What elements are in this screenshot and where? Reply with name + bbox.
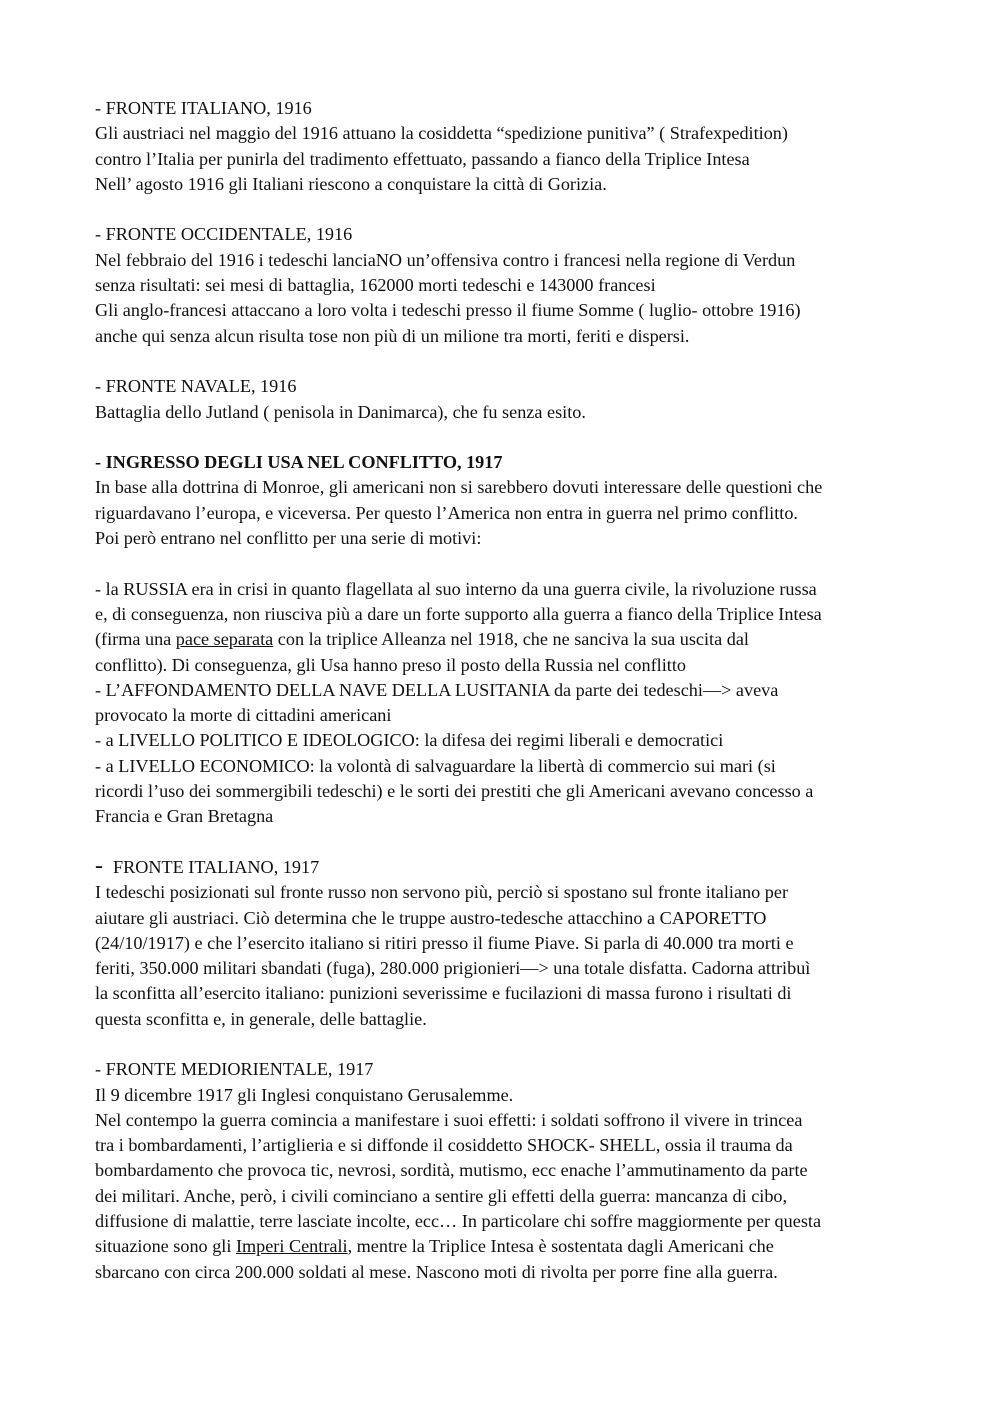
text-line: riguardavano l’europa, e viceversa. Per questo l’America non entra in guerra nel primo conflitto.: [95, 502, 798, 523]
text-line: Poi però entrano nel conflitto per una serie di motivi:: [95, 528, 482, 549]
text-fragment: , mentre la Triplice Intesa è sostentata dagli Americani che: [347, 1236, 774, 1257]
text-line: Nel contempo la guerra comincia a manifestare i suoi effetti: i soldati soffrono il vivere in trincea: [95, 1109, 803, 1130]
text-line: sbarcano con circa 200.000 soldati al mese. Nascono moti di rivolta per porre fine alla guerra.: [95, 1261, 778, 1282]
text-line: Gli austriaci nel maggio del 1916 attuano la cosiddetta “spedizione punitiva” ( Strafexpedition): [95, 123, 788, 144]
text-line: (24/10/1917) e che l’esercito italiano si ritiri presso il fiume Piave. Si parla di 40.000 tra morti e: [95, 932, 794, 953]
section-heading: - FRONTE ITALIANO, 1916: [95, 98, 312, 118]
section-heading-bold: - INGRESSO DEGLI USA NEL CONFLITTO, 1917: [95, 452, 503, 473]
text-line: - la RUSSIA era in crisi in quanto flagellata al suo interno da una guerra civile, la rivoluzione russa: [95, 578, 817, 599]
text-line-with-link: [95, 1234, 960, 1259]
text-line: Battaglia dello Jutland ( penisola in Danimarca), che fu senza esito.: [95, 401, 586, 422]
text-fragment: con la triplice Alleanza nel 1918, che ne sanciva la sua uscita dal: [273, 629, 749, 650]
section-heading: - FRONTE MEDIORIENTALE, 1917: [95, 1059, 374, 1080]
text-line: - a LIVELLO POLITICO E IDEOLOGICO: la difesa dei regimi liberali e democratici: [95, 730, 724, 751]
text-line: anche qui senza alcun risulta tose non più di un milione tra morti, feriti e dispersi.: [95, 325, 690, 346]
section-fronte-mediorientale-1917: [95, 1057, 960, 1285]
section-fronte-occidentale-1916: [95, 222, 960, 348]
text-line: tra i bombardamenti, l’artiglieria e si diffonde il cosiddetto SHOCK- SHELL, ossia il trauma da: [95, 1135, 793, 1156]
text-line-with-link: [95, 627, 960, 652]
text-line: Gli anglo-francesi attaccano a loro volta i tedeschi presso il fiume Somme ( luglio- ottobre 1916): [95, 300, 801, 321]
bullet-dash: -: [95, 852, 103, 879]
text-line: Nell’ agosto 1916 gli Italiani riescono a conquistare la città di Gorizia.: [95, 173, 607, 194]
text-line: diffusione di malattie, terre lasciate incolte, ecc… In particolare chi soffre maggiormente per questa: [95, 1211, 822, 1232]
section-heading: - FRONTE OCCIDENTALE, 1916: [95, 224, 353, 245]
section-heading-text: FRONTE ITALIANO, 1917: [113, 856, 320, 877]
text-line: Il 9 dicembre 1917 gli Inglesi conquistano Gerusalemme.: [95, 1084, 514, 1105]
text-line: In base alla dottrina di Monroe, gli americani non si sarebbero dovuti interessare delle questioni che: [95, 477, 823, 498]
text-line: conflitto). Di conseguenza, gli Usa hanno preso il posto della Russia nel conflitto: [95, 654, 686, 675]
section-motivi: [95, 577, 960, 830]
text-line: ricordi l’uso dei sommergibili tedeschi) e le sorti dei prestiti che gli Americani avevano concesso a: [95, 781, 814, 802]
section-ingresso-usa-1917: [95, 450, 960, 551]
text-fragment: situazione sono gli: [95, 1236, 236, 1257]
text-line: senza risultati: sei mesi di battaglia, 162000 morti tedeschi e 143000 francesi: [95, 275, 656, 296]
section-heading: [95, 852, 960, 880]
section-heading: - FRONTE NAVALE, 1916: [95, 376, 297, 397]
text-line: dei militari. Anche, però, i civili cominciano a sentire gli effetti della guerra: mancanza di cibo,: [95, 1185, 788, 1206]
text-line: - a LIVELLO ECONOMICO: la volontà di salvaguardare la libertà di commercio sui mari (si: [95, 755, 776, 776]
text-line: feriti, 350.000 militari sbandati (fuga), 280.000 prigionieri—> una totale disfatta. Cadorna attribuì: [95, 958, 811, 979]
section-fronte-italiano-1917: [95, 852, 960, 1032]
pace-separata-link[interactable]: pace separata: [175, 629, 274, 650]
text-line: aiutare gli austriaci. Ciò determina che le truppe austro-tedesche attacchino a CAPORETTO: [95, 907, 767, 928]
section-fronte-navale-1916: [95, 374, 960, 425]
imperi-centrali-link[interactable]: Imperi Centrali: [235, 1236, 348, 1257]
text-line: e, di conseguenza, non riusciva più a dare un forte supporto alla guerra a fianco della Triplice Intesa: [95, 603, 822, 624]
text-line: contro l’Italia per punirla del tradimento effettuato, passando a fianco della Triplice Intesa: [95, 148, 750, 169]
text-line: Nel febbraio del 1916 i tedeschi lanciaNO un’offensiva contro i francesi nella regione di Verdun: [95, 249, 796, 270]
text-line: I tedeschi posizionati sul fronte russo non servono più, perciò si spostano sul fronte italiano per: [95, 882, 789, 903]
section-fronte-italiano-1916: [95, 96, 960, 197]
text-line: questa sconfitta e, in generale, delle battaglie.: [95, 1008, 427, 1029]
text-line: - L’AFFONDAMENTO DELLA NAVE DELLA LUSITANIA da parte dei tedeschi—> aveva: [95, 679, 779, 700]
text-fragment: (firma una: [95, 629, 176, 650]
text-line: Francia e Gran Bretagna: [95, 806, 274, 827]
text-line: la sconfitta all’esercito italiano: punizioni severissime e fucilazioni di massa furono i risultati di: [95, 983, 792, 1004]
text-line: provocato la morte di cittadini americani: [95, 705, 392, 726]
text-line: bombardamento che provoca tic, nevrosi, sordità, mutismo, ecc enache l’ammutinamento da parte: [95, 1160, 808, 1181]
